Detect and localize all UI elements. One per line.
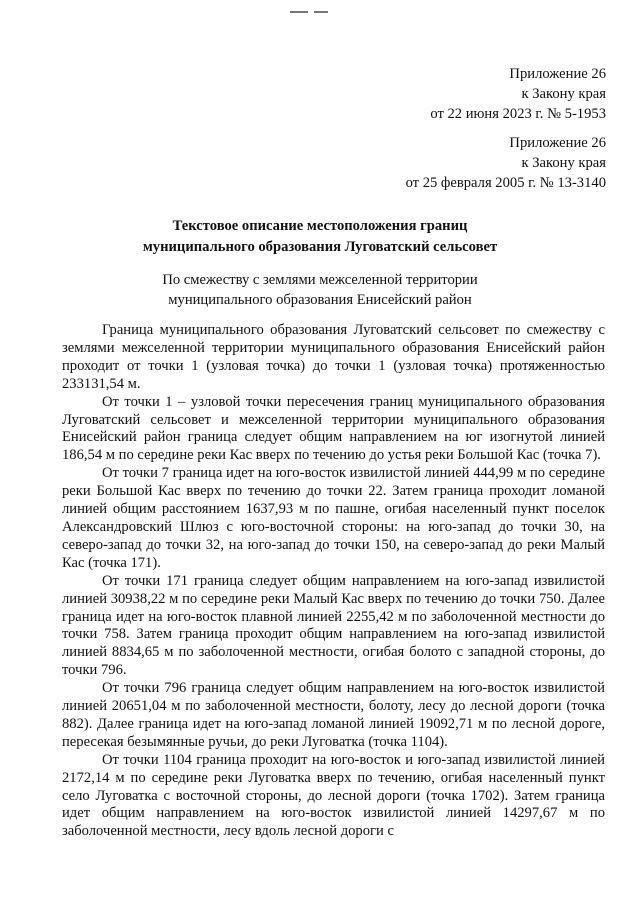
title-line: муниципального образования Луговатский сельсовет [142,239,498,255]
annex-header-original [406,133,606,193]
body-paragraph: От точки 7 граница идет на юго-восток извилистой линией 444,99 м по середине реки Большой Кас вверх по течению до точки 22. Затем граница проходит ломаной линией общим расстоянием 1637,93 м по пашне, огибая населенный пункт поселок Александровский Шлюз с юго-восточной стороны: на юго-запад до точки 30, на северо-запад до точки 32, на юго-запад до точки 150, на северо-запад до реки Малый Кас (точка 171). [62,465,605,571]
body-paragraph: Граница муниципального образования Луговатский сельсовет по смежеству с землями межселенной территории муниципального образования Енисейский район проходит от точки 1 (узловая точка) до точки 1 (узловая точка) протяженностью 233131,54 м. [62,322,605,392]
body-paragraph: От точки 171 граница следует общим направлением на юго-запад извилистой линией 30938,22 м по середине реки Малый Кас вверх по течению до точки 750. Далее граница идет на юго-восток плавной линией 2255,42 м по заболоченной местности до точки 758. Затем граница проходит общим направлением на юго-запад извилистой линией 8834,65 м по заболоченной местности, огибая болото с западной стороны, до точки 796. [62,572,605,679]
title-line: Текстовое описание местоположения границ [172,218,468,234]
subtitle-line: муниципального образования Енисейский район [168,292,472,308]
annex-law-ref: к Закону края [521,86,606,102]
annex-number: Приложение 26 [509,135,606,151]
subtitle-line: По смежеству с землями межселенной территории [162,272,478,288]
body-paragraph: От точки 1 – узловой точки пересечения границ муниципального образования Луговатский сельсовет и межселенной территории муниципального образования Енисейский район граница следует общим направлением на юг изогнутой линией 186,54 м по середине реки Кас вверх по течению до устья реки Большой Кас (точка 7). [62,393,605,464]
annex-number: Приложение 26 [509,66,606,82]
scan-artifact-marks [290,0,360,4]
body-paragraph: От точки 1104 граница проходит на юго-восток и юго-запад извилистой линией 2172,14 м по середине реки Луговатка вверх по течению, огибая населенный пункт село Луговатка с восточной стороны, до лесной дороги (точка 1702). Затем граница идет общим направлением на юго-восток извилистой линией 14297,67 м по заболоченной местности, лесу вдоль лесной дороги с [62,751,605,840]
annex-law-ref: к Закону края [521,155,606,171]
document-title [0,216,640,258]
document-body [62,322,605,841]
section-subtitle [0,270,640,310]
annex-header-current [430,64,606,124]
annex-law-date: от 25 февраля 2005 г. № 13-3140 [405,175,606,191]
annex-law-date: от 22 июня 2023 г. № 5-1953 [430,106,606,122]
body-paragraph: От точки 796 граница следует общим направлением на юго-восток извилистой линией 20651,04 м по заболоченной местности, болоту, лесу до лесной дороги (точка 882). Далее граница идет на юго-запад ломаной линией 19092,71 м по лесной дороге, пересекая безымянные ручьи, до реки Луговатка (точка 1104). [62,680,605,750]
